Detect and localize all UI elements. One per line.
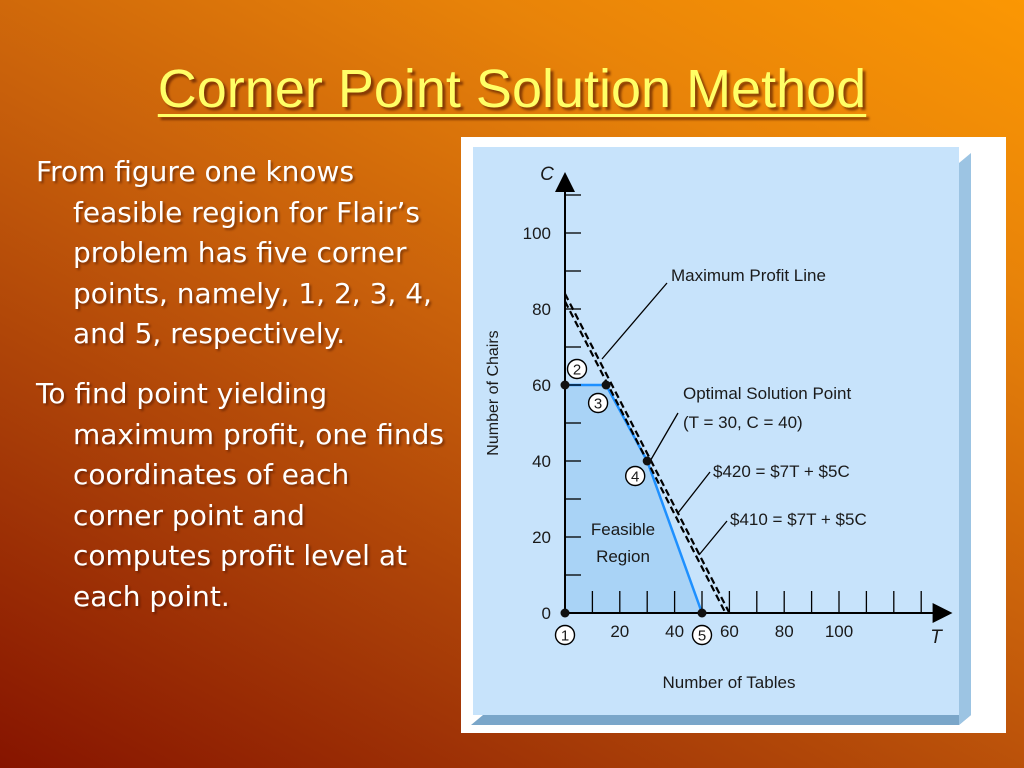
x-tick-label: 80	[774, 622, 794, 641]
corner-point-marker	[643, 457, 652, 466]
corner-point-marker	[698, 609, 707, 618]
y-tick-label: 20	[532, 528, 551, 547]
corner-point-marker	[561, 381, 570, 390]
bullet-list	[36, 152, 448, 637]
panel-shadow-side	[959, 153, 971, 725]
corner-point-label: 4	[631, 468, 640, 486]
optimal-point-title: Optimal Solution Point	[683, 384, 852, 403]
corner-point-label: 1	[560, 627, 570, 645]
figure-frame	[461, 137, 1006, 733]
x-tick-label: 40	[665, 622, 685, 641]
corner-point-label: 2	[572, 361, 582, 379]
x-tick-label: 100	[824, 622, 854, 641]
lp-chart	[461, 137, 1006, 733]
max-profit-line-label: Maximum Profit Line	[671, 266, 826, 285]
y-tick-label: 60	[532, 376, 551, 395]
corner-point-label: 5	[697, 627, 707, 645]
x-axis-symbol: T	[930, 627, 942, 648]
feasible-label-line2: Region	[596, 547, 650, 566]
bullet-item: From figure one knows feasible region for Flair’s problem has five corner points, namely, 1, 2, 3, 4, and 5, respectively.	[36, 155, 432, 351]
y-tick-label: 0	[541, 604, 551, 623]
y-tick-label: 80	[532, 300, 551, 319]
x-tick-label: 60	[719, 622, 739, 641]
y-tick-label: 100	[522, 224, 551, 243]
feasible-label-line1: Feasible	[590, 520, 656, 539]
corner-point-label: 3	[593, 395, 603, 413]
y-tick-label: 40	[532, 452, 551, 471]
series-label-420: $420 = $7T + $5C	[713, 462, 850, 481]
y-axis-title: Number of Chairs	[485, 330, 502, 456]
x-axis-title: Number of Tables	[662, 673, 796, 692]
bullet-item: To find point yielding maximum profit, one finds coordinates of each corner point and computes profit level at each point.	[36, 376, 444, 613]
y-axis-symbol: C	[540, 164, 554, 185]
series-label-410: $410 = $7T + $5C	[730, 510, 867, 529]
optimal-point-coords: (T = 30, C = 40)	[683, 413, 803, 432]
slide-title: Corner Point Solution Method	[157, 59, 867, 119]
corner-point-marker	[561, 609, 570, 618]
corner-point-marker	[602, 381, 611, 390]
x-tick-label: 20	[610, 622, 630, 641]
panel-shadow	[471, 715, 971, 725]
